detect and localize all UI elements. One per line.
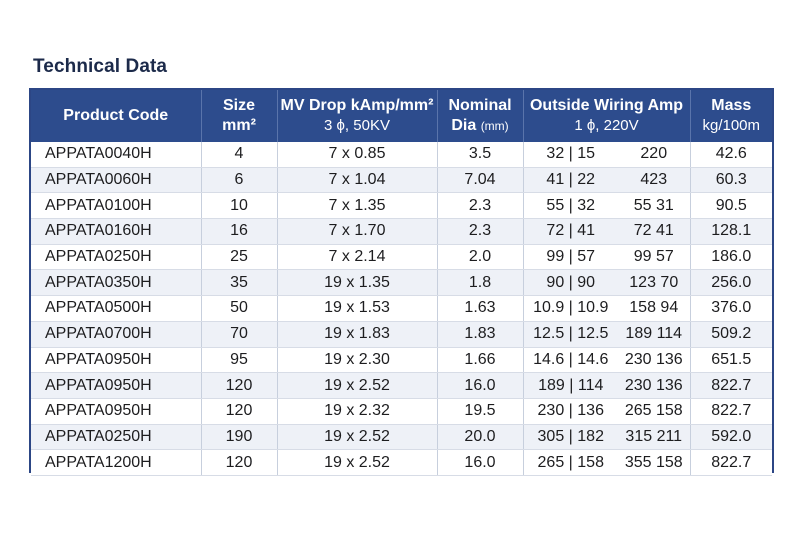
cell-nominal-dia: 1.63: [437, 296, 523, 322]
cell-amp-values: 265 158: [618, 398, 690, 424]
table-row: [31, 193, 772, 219]
header-product-code-label: Product Code: [63, 107, 169, 124]
cell-nominal-dia: 7.04: [437, 167, 523, 193]
cell-mass: 822.7: [690, 373, 772, 399]
cell-mass: 651.5: [690, 347, 772, 373]
cell-nominal-dia: 2.3: [437, 219, 523, 245]
cell-size: 4: [201, 142, 277, 167]
header-dia-unit: (mm): [480, 119, 509, 133]
cell-amp-values: 99 57: [618, 244, 690, 270]
cell-mv-drop: 19 x 2.30: [277, 347, 437, 373]
cell-mass: 822.7: [690, 398, 772, 424]
header-mv-sub: 3 ϕ, 50KV: [324, 117, 390, 134]
cell-product-code: APPATA1200H: [31, 450, 201, 476]
cell-size: 190: [201, 424, 277, 450]
cell-mv-drop: 19 x 2.32: [277, 398, 437, 424]
cell-product-code: APPATA0060H: [31, 167, 201, 193]
cell-amp-pair: 305 | 182: [523, 424, 618, 450]
cell-nominal-dia: 2.0: [437, 244, 523, 270]
cell-mass: 509.2: [690, 321, 772, 347]
cell-nominal-dia: 16.0: [437, 373, 523, 399]
cell-product-code: APPATA0250H: [31, 424, 201, 450]
cell-size: 50: [201, 296, 277, 322]
data-table: [31, 90, 772, 476]
cell-nominal-dia: 1.66: [437, 347, 523, 373]
cell-product-code: APPATA0160H: [31, 219, 201, 245]
cell-mv-drop: 7 x 0.85: [277, 142, 437, 167]
cell-amp-pair: 55 | 32: [523, 193, 618, 219]
table-row: [31, 142, 772, 167]
header-outside-wiring-amp: [523, 90, 690, 142]
cell-size: 10: [201, 193, 277, 219]
cell-nominal-dia: 20.0: [437, 424, 523, 450]
cell-size: 25: [201, 244, 277, 270]
cell-mass: 256.0: [690, 270, 772, 296]
cell-product-code: APPATA0250H: [31, 244, 201, 270]
cell-mv-drop: 19 x 1.53: [277, 296, 437, 322]
table-row: [31, 321, 772, 347]
header-amp-sub: 1 ϕ, 220V: [574, 117, 639, 134]
cell-size: 95: [201, 347, 277, 373]
cell-size: 120: [201, 373, 277, 399]
header-size: [201, 90, 277, 142]
cell-mass: 186.0: [690, 244, 772, 270]
cell-amp-pair: 99 | 57: [523, 244, 618, 270]
cell-amp-values: 355 158: [618, 450, 690, 476]
header-nominal-dia: [437, 90, 523, 142]
cell-amp-pair: 10.9 | 10.9: [523, 296, 618, 322]
cell-nominal-dia: 19.5: [437, 398, 523, 424]
cell-mv-drop: 19 x 2.52: [277, 373, 437, 399]
cell-size: 120: [201, 398, 277, 424]
cell-product-code: APPATA0500H: [31, 296, 201, 322]
cell-nominal-dia: 3.5: [437, 142, 523, 167]
cell-product-code: APPATA0040H: [31, 142, 201, 167]
cell-mv-drop: 19 x 2.52: [277, 424, 437, 450]
header-row: [31, 90, 772, 142]
header-mass-label: Mass: [711, 97, 752, 114]
table-row: [31, 450, 772, 476]
table-row: [31, 398, 772, 424]
cell-amp-pair: 14.6 | 14.6: [523, 347, 618, 373]
table-row: [31, 296, 772, 322]
cell-nominal-dia: 2.3: [437, 193, 523, 219]
header-dia-label2: Dia: [451, 117, 477, 134]
header-amp-label: Outside Wiring Amp: [529, 97, 684, 114]
cell-mass: 128.1: [690, 219, 772, 245]
cell-amp-pair: 230 | 136: [523, 398, 618, 424]
cell-amp-pair: 265 | 158: [523, 450, 618, 476]
cell-mv-drop: 7 x 2.14: [277, 244, 437, 270]
cell-amp-values: 230 136: [618, 347, 690, 373]
cell-mv-drop: 19 x 2.52: [277, 450, 437, 476]
cell-product-code: APPATA0100H: [31, 193, 201, 219]
header-size-label: Size: [222, 97, 255, 114]
technical-data-table: [29, 88, 774, 473]
cell-amp-values: 230 136: [618, 373, 690, 399]
cell-amp-pair: 90 | 90: [523, 270, 618, 296]
cell-amp-values: 72 41: [618, 219, 690, 245]
header-dia-label: Nominal: [448, 97, 512, 114]
cell-mv-drop: 7 x 1.04: [277, 167, 437, 193]
cell-amp-values: 55 31: [618, 193, 690, 219]
table-row: [31, 270, 772, 296]
cell-product-code: APPATA0700H: [31, 321, 201, 347]
page-title: Technical Data: [33, 56, 168, 77]
header-size-unit: mm²: [222, 117, 256, 134]
cell-mass: 60.3: [690, 167, 772, 193]
cell-amp-pair: 189 | 114: [523, 373, 618, 399]
cell-product-code: APPATA0350H: [31, 270, 201, 296]
cell-mass: 592.0: [690, 424, 772, 450]
cell-mv-drop: 7 x 1.70: [277, 219, 437, 245]
cell-product-code: APPATA0950H: [31, 373, 201, 399]
cell-amp-pair: 12.5 | 12.5: [523, 321, 618, 347]
cell-product-code: APPATA0950H: [31, 347, 201, 373]
table-row: [31, 219, 772, 245]
table-row: [31, 373, 772, 399]
table-row: [31, 347, 772, 373]
cell-mass: 822.7: [690, 450, 772, 476]
table-row: [31, 244, 772, 270]
cell-amp-pair: 41 | 22: [523, 167, 618, 193]
cell-mass: 376.0: [690, 296, 772, 322]
cell-amp-values: 158 94: [618, 296, 690, 322]
cell-mv-drop: 19 x 1.35: [277, 270, 437, 296]
cell-amp-values: 315 211: [618, 424, 690, 450]
cell-size: 16: [201, 219, 277, 245]
cell-nominal-dia: 16.0: [437, 450, 523, 476]
cell-nominal-dia: 1.8: [437, 270, 523, 296]
header-mv-label: MV Drop kAmp/mm²: [280, 97, 434, 114]
cell-mv-drop: 7 x 1.35: [277, 193, 437, 219]
cell-product-code: APPATA0950H: [31, 398, 201, 424]
cell-nominal-dia: 1.83: [437, 321, 523, 347]
cell-mass: 90.5: [690, 193, 772, 219]
cell-amp-values: 220: [618, 142, 690, 167]
cell-size: 70: [201, 321, 277, 347]
cell-size: 6: [201, 167, 277, 193]
table-row: [31, 424, 772, 450]
cell-amp-values: 189 114: [618, 321, 690, 347]
header-mass-unit: kg/100m: [702, 117, 761, 134]
header-mv-drop: [277, 90, 437, 142]
table-body: [31, 142, 772, 475]
table-header: [31, 90, 772, 142]
cell-amp-values: 123 70: [618, 270, 690, 296]
table-row: [31, 167, 772, 193]
cell-amp-values: 423: [618, 167, 690, 193]
cell-amp-pair: 32 | 15: [523, 142, 618, 167]
cell-amp-pair: 72 | 41: [523, 219, 618, 245]
header-product-code: [31, 90, 201, 142]
cell-size: 35: [201, 270, 277, 296]
cell-mass: 42.6: [690, 142, 772, 167]
cell-mv-drop: 19 x 1.83: [277, 321, 437, 347]
cell-size: 120: [201, 450, 277, 476]
header-mass: [690, 90, 772, 142]
